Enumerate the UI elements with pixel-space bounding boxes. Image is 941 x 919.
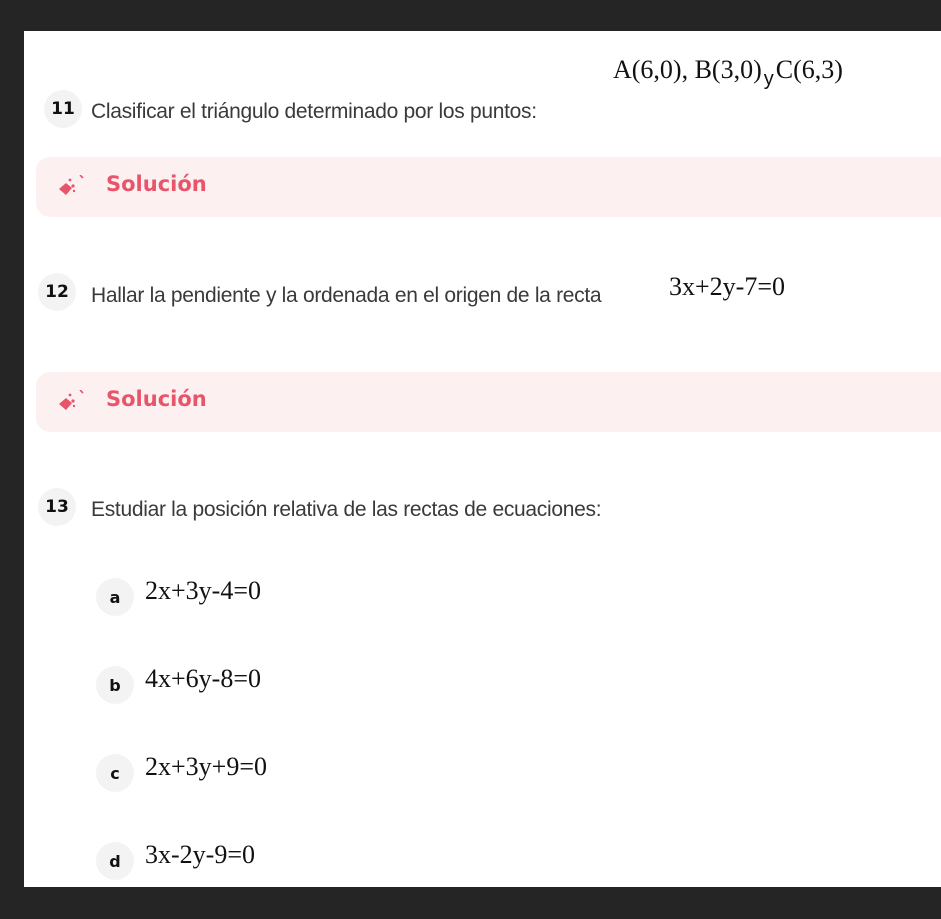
exercise-sheet [24,31,941,887]
equation-b: 4x+6y-8=0 [145,664,261,693]
exercise-12-text: Hallar la pendiente y la ordenada en el origen de la recta [91,284,602,307]
solution-label: Solución [106,172,207,196]
sparkle-wand-icon [56,390,86,416]
solution-toggle-11[interactable] [36,157,941,217]
exercise-13-text: Estudiar la posición relativa de las rectas de ecuaciones: [91,498,602,521]
exercise-number-badge: 13 [38,488,76,526]
exercise-11-math-points: A(6,0), B(3,0) [613,55,762,84]
item-letter-badge: d [96,842,134,880]
exercise-number-badge: 12 [38,273,76,311]
equation-a: 2x+3y-4=0 [145,576,261,605]
exercise-11-math-conjunction: y [763,68,774,90]
exercise-11-math [613,55,843,90]
item-letter-badge: b [96,666,134,704]
solution-toggle-12[interactable] [36,372,941,432]
exercise-11-math-point-c: C(6,3) [775,55,843,84]
equation-d: 3x-2y-9=0 [145,840,255,869]
equation-c: 2x+3y+9=0 [145,752,267,781]
solution-label: Solución [106,387,207,411]
item-letter-badge: c [96,754,134,792]
exercise-12-math: 3x+2y-7=0 [669,272,785,301]
exercise-number-badge: 11 [44,90,82,128]
item-letter-badge: a [96,578,134,616]
sparkle-wand-icon [56,175,86,201]
exercise-11-text: Clasificar el triángulo determinado por los puntos: [91,100,537,123]
